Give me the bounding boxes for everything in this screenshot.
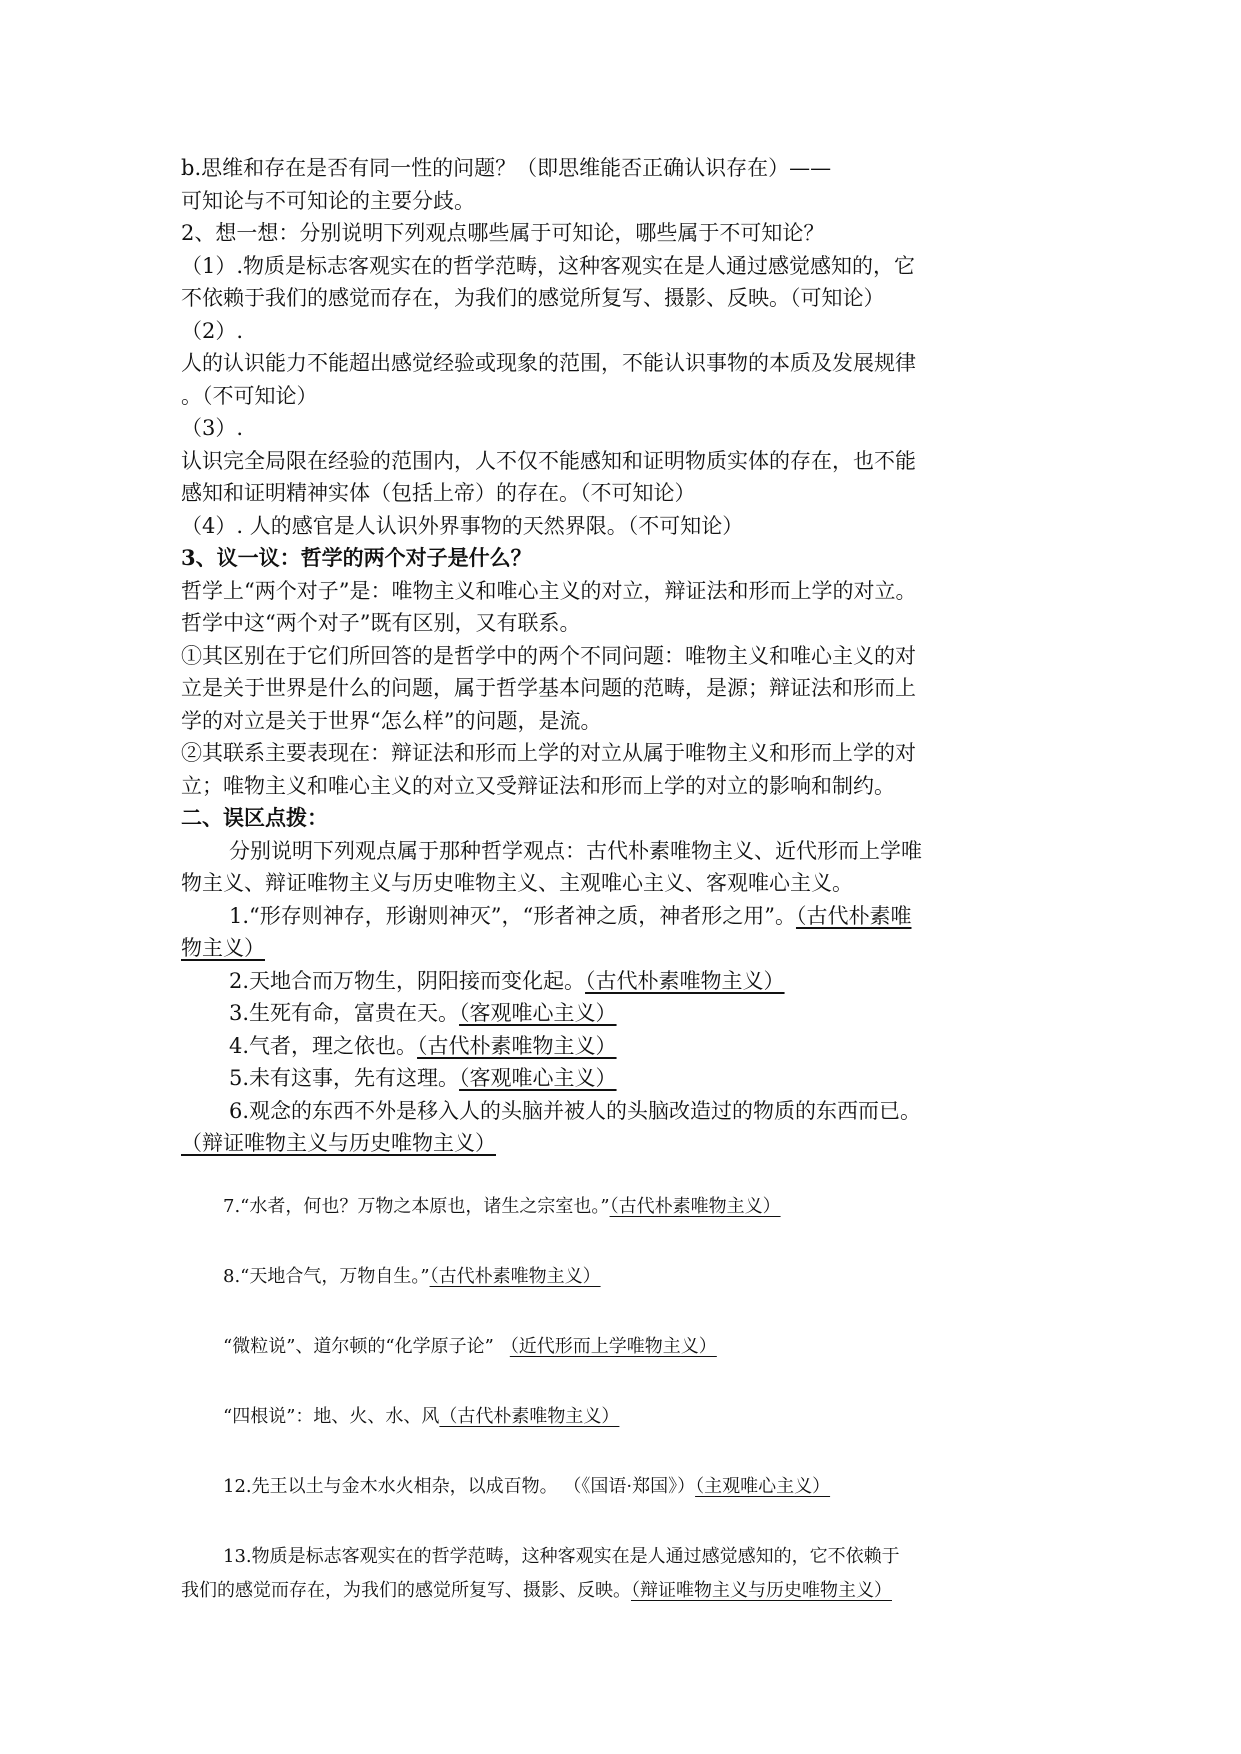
question-2-title: 2、想一想：分别说明下列观点哪些属于可知论，哪些属于不可知论？ — [181, 221, 825, 245]
text-line: （2）. — [181, 318, 244, 343]
document-page — [181, 152, 1061, 1601]
text-line: 分别说明下列观点属于那种哲学观点：古代朴素唯物主义、近代形而上学唯 — [229, 838, 922, 863]
section-one — [181, 152, 1061, 1160]
text-line: 物主义、辩证唯物主义与历史唯物主义、主观唯心主义、客观唯心主义。 — [181, 871, 853, 895]
item-text: “四根说”：地、火、水、风 — [223, 1406, 440, 1427]
list-item — [181, 1095, 1061, 1128]
list-item — [181, 1262, 601, 1288]
item-text: 2.天地合而万物生，阴阳接而变化起。 — [229, 968, 586, 993]
answer: （主观唯心主义） — [695, 1476, 831, 1497]
item-text: 12.先王以土与金木水火相杂，以成百物。 （《国语·郑国》） — [223, 1476, 696, 1497]
list-item — [181, 1402, 619, 1428]
list-item — [181, 965, 1061, 998]
answer: （古代朴素唯物主义） — [439, 1406, 620, 1427]
text-line: 感知和证明精神实体（包括上帝）的存在。（不可知论） — [181, 481, 696, 505]
answer: （客观唯心主义） — [459, 1001, 617, 1025]
list-item — [181, 1127, 1061, 1160]
list-item — [181, 900, 1061, 933]
list-item — [181, 1332, 717, 1358]
text-line: 。（不可知论） — [181, 383, 318, 408]
list-item — [181, 997, 1061, 1030]
item-text: 我们的感觉而存在，为我们的感觉所复写、摄影、反映。 — [181, 1580, 631, 1601]
text-line: 哲学中这“两个对子”既有区别，又有联系。 — [181, 611, 581, 635]
item-text: 3.生死有命，富贵在天。 — [229, 1001, 460, 1025]
text-line: （3）. — [181, 416, 244, 440]
list-item — [181, 1192, 781, 1218]
text-line: 哲学上“两个对子”是：唯物主义和唯心主义的对立，辩证法和形而上学的对立。 — [181, 578, 917, 603]
text-line: （4）. 人的感官是人认识外界事物的天然界限。（不可知论） — [181, 513, 744, 538]
text-line: 认识完全局限在经验的范围内，人不仅不能感知和证明物质实体的存在，也不能 — [181, 448, 916, 473]
item-text: 6.观念的东西不外是移入人的头脑并被人的头脑改造过的物质的东西而已。 — [229, 1098, 922, 1123]
text-line: ②其联系主要表现在：辩证法和形而上学的对立从属于唯物主义和形而上学的对 — [181, 741, 916, 765]
list-item — [181, 1062, 1061, 1095]
answer: （客观唯心主义） — [459, 1066, 617, 1090]
item-text: 4.气者，理之依也。 — [229, 1033, 418, 1058]
item-text: 13.物质是标志客观实在的哲学范畴，这种客观实在是人通过感觉感知的，它不依赖于 — [223, 1546, 900, 1567]
answer: （辩证唯物主义与历史唯物主义） — [631, 1580, 892, 1601]
answer: （近代形而上学唯物主义） — [509, 1336, 717, 1357]
answer: （古代朴素唯物主义） — [429, 1266, 601, 1287]
answer: （古代朴素唯物主义） — [609, 1196, 781, 1217]
answer: （古代朴素唯物主义） — [417, 1033, 617, 1058]
item-text: 7.“水者，何也？万物之本原也，诸生之宗室也。” — [223, 1196, 610, 1217]
answer: （古代朴素唯 — [795, 903, 912, 928]
item-text: 8.“天地合气，万物自生。” — [223, 1266, 430, 1287]
item-text: “微粒说”、道尔顿的“化学原子论” — [223, 1336, 494, 1357]
list-item — [181, 1030, 1061, 1063]
list-item — [181, 1576, 892, 1602]
text-line: （1）.物质是标志客观实在的哲学范畴，这种客观实在是人通过感觉感知的，它 — [181, 253, 916, 278]
question-3-title: 3、议一议：哲学的两个对子是什么？ — [181, 545, 532, 570]
text-line: 可知论与不可知论的主要分歧。 — [181, 188, 475, 213]
answer: （古代朴素唯物主义） — [585, 968, 785, 993]
item-text: 1.“形存则神存，形谢则神灭”，“形者神之质，神者形之用”。 — [229, 903, 796, 928]
answer: （辩证唯物主义与历史唯物主义） — [181, 1131, 496, 1155]
list-item — [181, 1472, 830, 1498]
text-line: b.思维和存在是否有同一性的问题？（即思维能否正确认识存在）—— — [181, 156, 832, 180]
text-line: ①其区别在于它们所回答的是哲学中的两个不同问题：唯物主义和唯心主义的对 — [181, 643, 916, 668]
text-line: 人的认识能力不能超出感觉经验或现象的范围，不能认识事物的本质及发展规律 — [181, 351, 916, 375]
answer: 物主义） — [181, 936, 265, 960]
text-line: 学的对立是关于世界“怎么样”的问题，是流。 — [181, 708, 602, 733]
list-item — [181, 1542, 900, 1568]
text-line: 不依赖于我们的感觉而存在，为我们的感觉所复写、摄影、反映。（可知论） — [181, 286, 885, 310]
text-line: 立；唯物主义和唯心主义的对立又受辩证法和形而上学的对立的影响和制约。 — [181, 773, 895, 798]
item-text: 5.未有这事，先有这理。 — [229, 1066, 460, 1090]
section-two-title: 二、误区点拨： — [181, 805, 328, 830]
text-line: 立是关于世界是什么的问题，属于哲学基本问题的范畴，是源；辩证法和形而上 — [181, 676, 916, 700]
list-item — [181, 932, 1061, 965]
